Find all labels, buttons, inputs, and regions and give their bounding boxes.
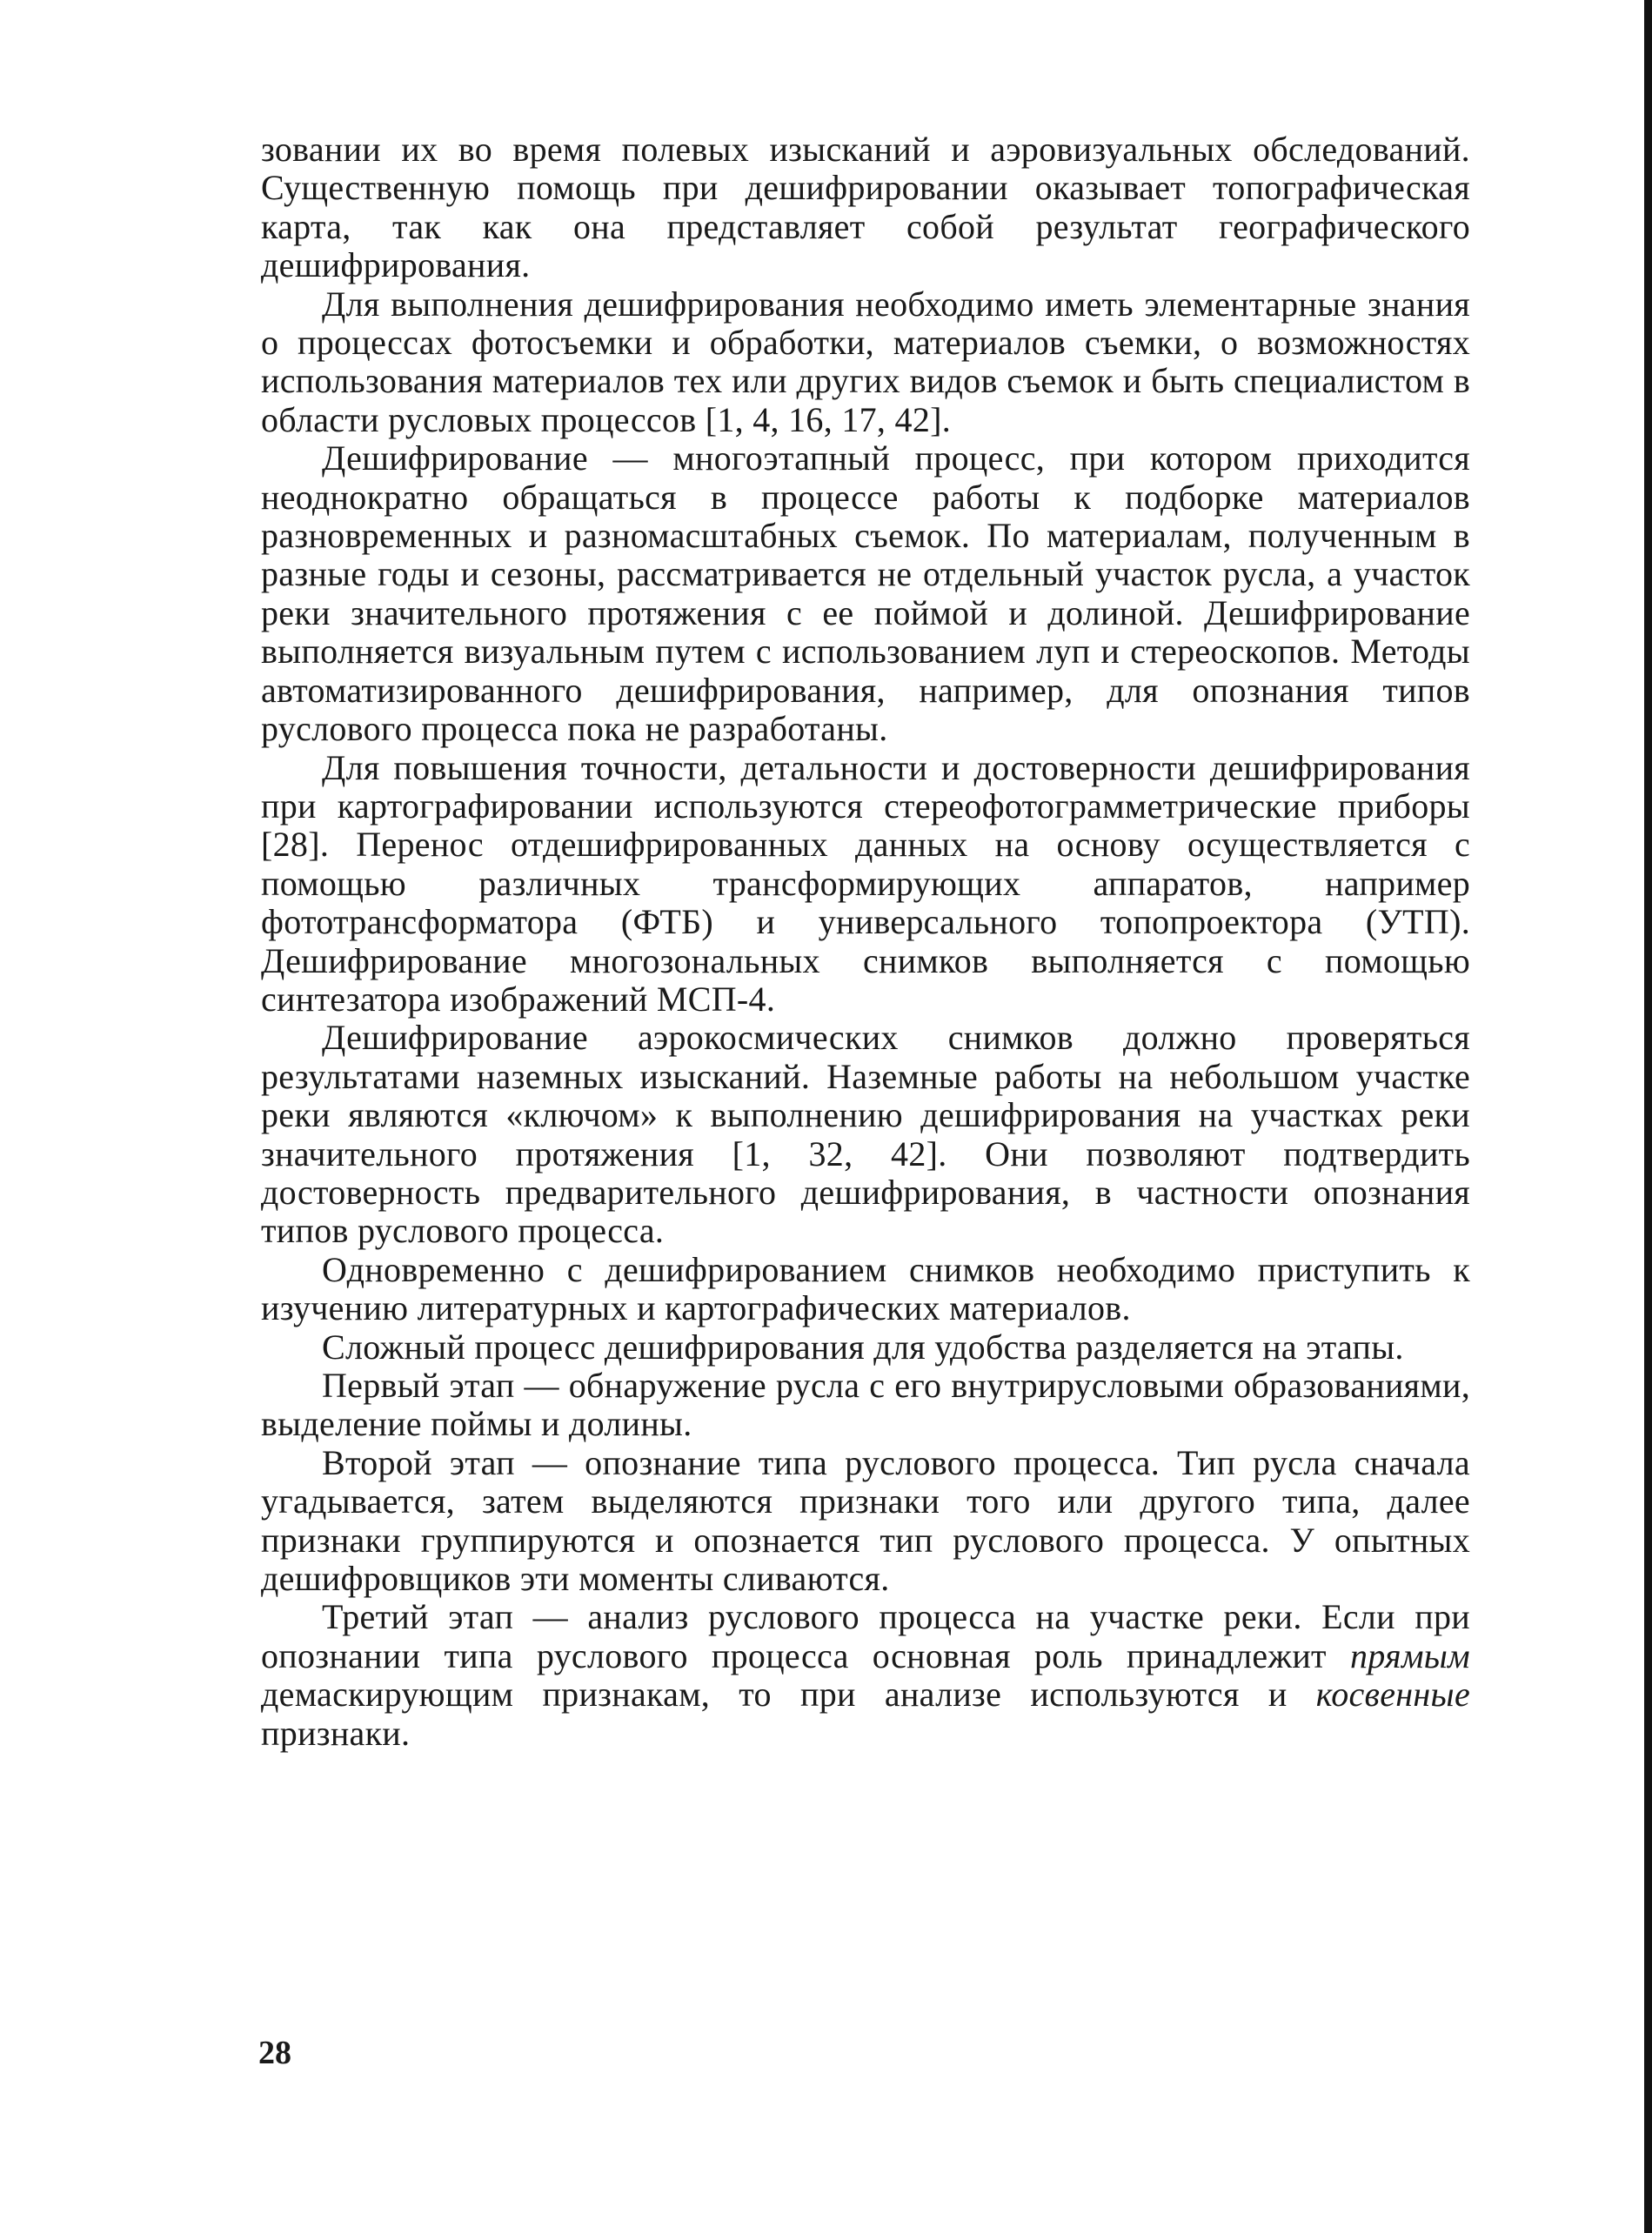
text-segment: Третий этап — анализ руслового процесса на участке реки. Если при опознании типа руслового процесса основная роль принадлежит	[261, 1597, 1470, 1675]
italic-term: прямым	[1349, 1635, 1470, 1675]
paragraph	[261, 749, 1470, 1020]
text-segment: Для выполнения дешифрирования необходимо иметь элементарные знания о процессах фотосъемки и обработки, материалов съемки, о возможностях использования материалов тех или других видов съемок и быть специалистом в области русловых процессов [1, 4, 16, 17, 42].	[261, 284, 1470, 439]
paragraph	[261, 439, 1470, 748]
text-segment: Дешифрирование аэрокосмических снимков должно проверяться результатами наземных изысканий. Наземные работы на небольшом участке реки являются «ключом» к выполнению дешифрирования на участках реки значительного протяжения [1, 32, 42]. Они позволяют подтвердить достоверность предварительного дешифрирования, в частности опознания типов руслового процесса.	[261, 1018, 1470, 1251]
text-segment: демаскирующим признакам, то при анализе используются и	[261, 1675, 1316, 1715]
paragraph	[261, 130, 1470, 285]
italic-term: косвенные	[1315, 1675, 1470, 1715]
text-segment: Дешифрирование — многоэтапный процесс, при котором приходится неоднократно обращаться в процессе работы к подборке материалов разновременных и разномасштабных съемок. По материалам, полученным в разные годы и сезоны, рассматривается не отдельный участок русла, а участок реки значительного протяжения с ее поймой и долиной. Дешифрирование выполняется визуальным путем с использованием луп и стереоскопов. Методы автоматизированного дешифрирования, например, для опознания типов руслового процесса пока не разработаны.	[261, 438, 1470, 749]
paragraph	[261, 285, 1470, 440]
paragraph	[261, 1367, 1470, 1444]
paragraph	[261, 1598, 1470, 1753]
paragraph	[261, 1328, 1470, 1367]
body-text	[261, 130, 1470, 1753]
text-segment: зовании их во время полевых изысканий и аэровизуальных обследований. Существенную помощь при дешифрировании оказывает топографическая карта, так как она представляет собой результат географического дешифрирования.	[261, 130, 1470, 285]
paragraph	[261, 1019, 1470, 1250]
page-number: 28	[258, 2035, 291, 2071]
text-segment: Для повышения точности, детальности и достоверности дешифрирования при картографировании используются стереофотограмметрические приборы [28]. Перенос отдешифрированных данных на основу осуществляется с помощью различных трансформирующих аппаратов, например фототрансформатора (ФТБ) и универсального топопроектора (УТП). Дешифрирование многозональных снимков выполняется с помощью синтезатора изображений МСП-4.	[261, 747, 1470, 1019]
text-segment: Первый этап — обнаружение русла с его внутрирусловыми образованиями, выделение поймы и долины.	[261, 1366, 1470, 1444]
paragraph	[261, 1251, 1470, 1328]
text-segment: признаки.	[261, 1713, 411, 1753]
text-segment: Одновременно с дешифрированием снимков необходимо приступить к изучению литературных и картографических материалов.	[261, 1249, 1470, 1328]
scan-edge	[1644, 0, 1652, 2233]
paragraph	[261, 1444, 1470, 1599]
text-segment: Второй этап — опознание типа руслового процесса. Тип русла сначала угадывается, затем выделяются признаки того или другого типа, далее признаки группируются и опознается тип руслового процесса. У опытных дешифровщиков эти моменты сливаются.	[261, 1442, 1470, 1599]
text-segment: Сложный процесс дешифрирования для удобства разделяется на этапы.	[322, 1327, 1404, 1367]
